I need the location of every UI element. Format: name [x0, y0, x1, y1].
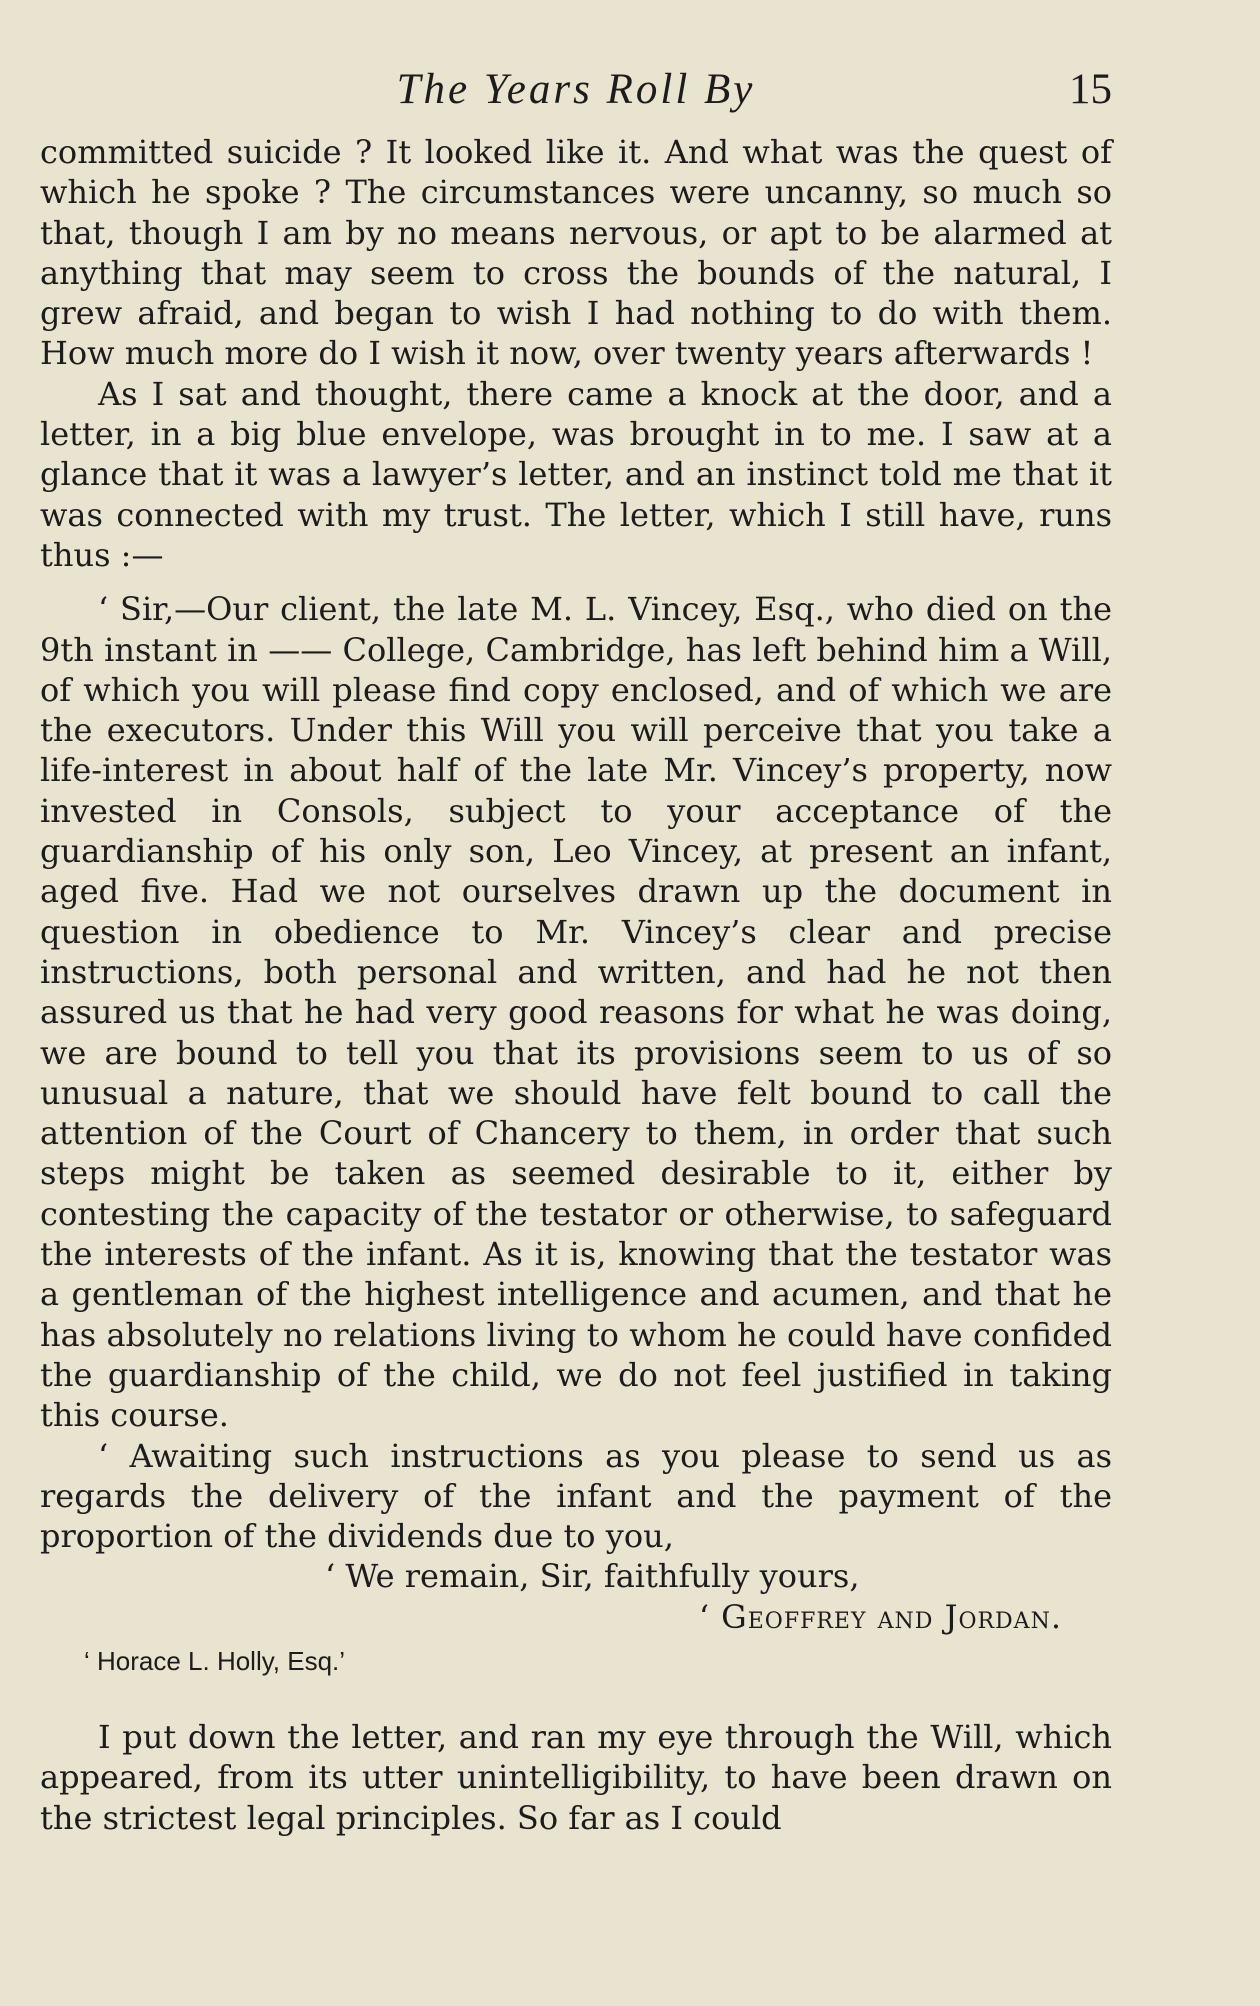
letter-closing: ‘ We remain, Sir, faithfully yours, — [325, 1557, 860, 1596]
letter-addressee: ‘ Horace L. Holly, Esq.’ — [84, 1645, 346, 1676]
body-text — [40, 132, 1112, 1838]
running-head — [40, 60, 1112, 120]
paragraph-knock-at-door: As I sat and thought, there came a knock at the door, and a letter, in a big blue envelope, was brought in to me. I saw at a glance that it was a lawyer’s letter, and an instinct told me that it was connected with my trust. The letter, which I still have, runs thus :— — [40, 374, 1112, 574]
paragraph-continuation: committed suicide ? It looked like it. And what was the quest of which he spoke ? The circumstances were uncanny, so much so that, though I am by no means nervous, or apt to be alarmed at anything that may seem to cross the bounds of the natural, I grew afraid, and began to wish I had nothing to do with them. How much more do I wish it now, over twenty years afterwards ! — [40, 133, 1112, 373]
running-title: The Years Roll By — [396, 66, 756, 113]
letter-awaiting: ‘ Awaiting such instructions as you please to send us as regards the delivery of the infant and the payment of the proportion of the dividends due to you, — [40, 1436, 1112, 1556]
paragraph-after-letter: I put down the letter, and ran my eye through the Will, which appeared, from its utter unintelligibility, to have been drawn on the strictest legal principles. So far as I could — [40, 1717, 1112, 1837]
letter-signature: ‘ Geoffrey and Jordan. — [698, 1597, 1062, 1636]
letter-body: ‘ Sir,—Our client, the late M. L. Vincey, Esq., who died on the 9th instant in —— College, Cambridge, has left behind him a Will, of which you will please find copy enclosed, and of which we are the executors. Under this Will you will perceive that you take a life-interest in about half of the late Mr. Vincey’s property, now invested in Consols, subject to your acceptance of the guardianship of his only son, Leo Vincey, at present an infant, aged five. Had we not ourselves drawn up the document in question in obedience to Mr. Vincey’s clear and precise instructions, both personal and written, and had he not then assured us that he had very good reasons for what he was doing, we are bound to tell you that its provisions seem to us of so unusual a nature, that we should have felt bound to call the attention of the Court of Chancery to them, in order that such steps might be taken as seemed desirable to it, either by contesting the capacity of the testator or otherwise, to safeguard the interests of the infant. As it is, knowing that the testator was a gentleman of the highest intelligence and acumen, and that he has absolutely no relations living to whom he could have confided the guardianship of the child, we do not feel justified in taking this course. — [40, 590, 1112, 1435]
page-number: 15 — [1069, 66, 1112, 113]
